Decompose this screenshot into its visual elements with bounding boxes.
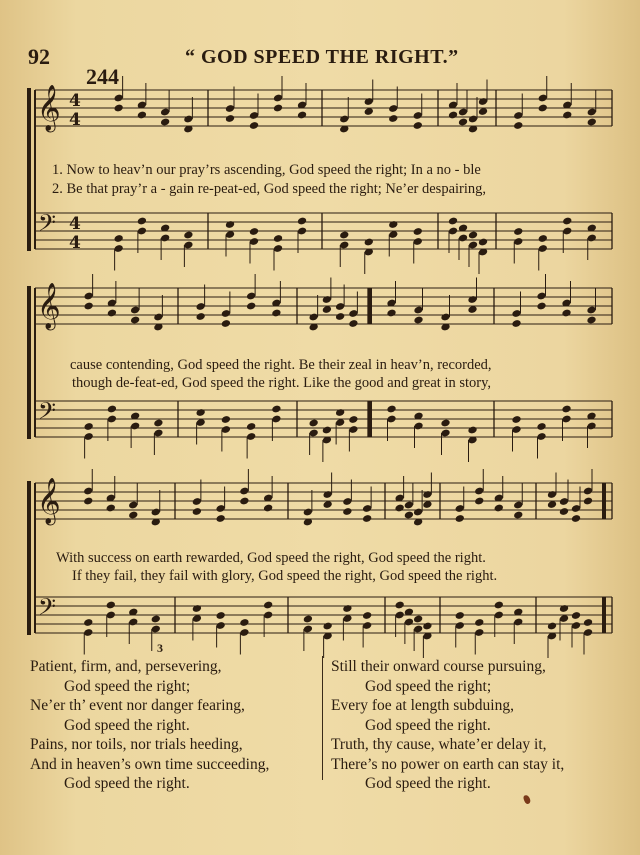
note-head <box>362 514 372 523</box>
note-head <box>394 504 404 513</box>
note-head <box>458 118 468 127</box>
note-head <box>478 238 488 247</box>
page-number: 92 <box>28 44 50 69</box>
note-head <box>413 227 423 236</box>
note-head <box>559 507 569 516</box>
note-head <box>364 238 374 247</box>
note-head <box>474 618 484 627</box>
note-head <box>246 302 256 311</box>
note-head <box>448 111 458 120</box>
note-head <box>562 111 572 120</box>
verse-right-line: God speed the right. <box>365 716 491 734</box>
note-head <box>271 309 281 318</box>
note-head <box>571 611 581 620</box>
hymn-number: 244 <box>86 64 119 89</box>
page-title: “ GOD SPEED THE RIGHT.” <box>185 46 459 68</box>
verse-right-line: God speed the right. <box>365 775 491 792</box>
repeat-bar <box>368 288 372 324</box>
lyric-verse1-system3: With success on earth rewarded, God speed the right, God speed the right. <box>56 550 486 566</box>
note-head <box>536 422 546 431</box>
verse-left-line: God speed the right; <box>64 677 191 695</box>
bass-clef: 𝄢 <box>38 593 57 626</box>
note-head <box>195 408 205 417</box>
note-head <box>386 405 396 414</box>
note-head <box>394 601 404 610</box>
note-head <box>192 604 202 613</box>
treble-clef: 𝄞 <box>37 478 61 524</box>
bass-clef: 𝄢 <box>38 397 57 430</box>
note-head <box>562 217 572 226</box>
note-head <box>215 514 225 523</box>
note-head <box>137 111 147 120</box>
note-head <box>538 104 548 113</box>
note-head <box>246 422 256 431</box>
verse-left-line: Pains, nor toils, nor trials heeding, <box>30 736 243 753</box>
note-head <box>513 121 523 130</box>
note-head <box>511 319 521 328</box>
note-head <box>455 611 465 620</box>
note-head <box>160 118 170 127</box>
note-head <box>404 511 414 520</box>
note-head <box>113 104 123 113</box>
note-head <box>422 622 432 631</box>
verse-divider <box>322 656 323 780</box>
note-head <box>107 309 117 318</box>
note-head <box>221 319 231 328</box>
note-head <box>494 504 504 513</box>
note-head <box>225 220 235 229</box>
note-head <box>130 316 140 325</box>
note-head <box>297 111 307 120</box>
note-head <box>571 514 581 523</box>
note-head <box>83 497 93 506</box>
note-head <box>106 601 116 610</box>
verse-left-column <box>30 657 269 794</box>
note-head <box>239 497 249 506</box>
note-head <box>151 615 161 624</box>
note-head <box>536 302 546 311</box>
note-head <box>271 405 281 414</box>
time-signature: 4 <box>69 91 81 111</box>
note-head <box>153 419 163 428</box>
note-head <box>128 511 138 520</box>
time-signature: 4 <box>69 214 81 234</box>
note-head <box>413 615 423 624</box>
lyric-verse1-system1: 1. Now to heav’n our pray’rs ascending, God speed the right; In a no - ble <box>52 162 481 178</box>
final-bar <box>602 483 606 519</box>
verse-left-line: And in heaven’s own time succeeding, <box>30 755 270 773</box>
note-head <box>303 615 313 624</box>
note-head <box>561 405 571 414</box>
note-head <box>273 234 283 243</box>
footnote-number: 3 <box>157 641 163 655</box>
note-head <box>583 618 593 627</box>
note-head <box>362 611 372 620</box>
note-head <box>339 231 349 240</box>
note-head <box>322 426 332 435</box>
note-head <box>388 114 398 123</box>
note-head <box>83 618 93 627</box>
lyric-verse1-system2: cause contending, God speed the right. Be their zeal in heav’n, recorded, <box>70 357 492 373</box>
note-head <box>538 234 548 243</box>
note-head <box>468 231 478 240</box>
verse-left-line: God speed the right. <box>64 716 190 734</box>
note-head <box>192 507 202 516</box>
note-head <box>183 231 193 240</box>
note-head <box>586 316 596 325</box>
note-head <box>348 415 358 424</box>
note-head <box>559 604 569 613</box>
note-head <box>547 622 557 631</box>
bass-clef: 𝄢 <box>38 209 57 242</box>
note-head <box>474 497 484 506</box>
note-head <box>561 309 571 318</box>
repeat-bar <box>368 401 372 437</box>
note-head <box>413 316 423 325</box>
note-head <box>342 507 352 516</box>
note-head <box>455 514 465 523</box>
treble-clef: 𝄞 <box>37 283 61 329</box>
time-signature: 4 <box>69 233 81 253</box>
system-brace <box>27 286 31 439</box>
lyric-verse2-system2: though de-feat-ed, God speed the right. Like the good and great in story, <box>72 375 492 391</box>
verse-right-line: Every foe at length subduing, <box>331 697 514 714</box>
note-head <box>195 312 205 321</box>
final-bar <box>602 597 606 633</box>
note-head <box>513 511 523 520</box>
note-head <box>239 618 249 627</box>
note-head <box>263 504 273 513</box>
note-head <box>263 601 273 610</box>
verse-right-column <box>331 657 564 794</box>
verse-right-line: There’s no power on earth can stay it, <box>331 755 565 773</box>
note-head <box>513 227 523 236</box>
note-head <box>583 497 593 506</box>
note-head <box>342 604 352 613</box>
note-head <box>249 121 259 130</box>
note-head <box>348 319 358 328</box>
time-signature: 4 <box>69 110 81 130</box>
note-head <box>225 114 235 123</box>
note-head <box>297 217 307 226</box>
note-head <box>106 504 116 513</box>
note-head <box>388 220 398 229</box>
treble-clef: 𝄞 <box>37 85 61 131</box>
verse-left-line: Patient, firm, and, persevering, <box>30 658 222 675</box>
note-head <box>335 312 345 321</box>
note-head <box>215 611 225 620</box>
note-head <box>413 121 423 130</box>
note-head <box>221 415 231 424</box>
note-head <box>83 422 93 431</box>
system-brace <box>27 88 31 251</box>
note-head <box>335 408 345 417</box>
note-head <box>273 104 283 113</box>
note-head <box>322 622 332 631</box>
note-head <box>83 302 93 311</box>
note-head <box>511 415 521 424</box>
verse-left-line: Ne’er th’ event nor danger fearing, <box>30 697 245 714</box>
note-head <box>113 234 123 243</box>
note-head <box>440 419 450 428</box>
note-head <box>448 217 458 226</box>
note-head <box>587 118 597 127</box>
lyric-verse2-system1: 2. Be that pray’r a - gain re-peat-ed, God speed the right; Ne’er despairing, <box>52 181 487 197</box>
note-head <box>386 309 396 318</box>
lyric-verse2-system3: If they fail, they fail with glory, God speed the right, God speed the right. <box>72 568 498 584</box>
verse-right-line: God speed the right; <box>365 677 492 695</box>
note-head <box>308 419 318 428</box>
verse-left-line: God speed the right. <box>64 775 190 792</box>
system-brace <box>27 481 31 635</box>
verse-right-line: Truth, thy cause, whate’er delay it, <box>331 736 547 753</box>
note-head <box>467 426 477 435</box>
note-head <box>494 601 504 610</box>
note-head <box>137 217 147 226</box>
verse-right-line: Still their onward course pursuing, <box>331 658 546 675</box>
note-head <box>249 227 259 236</box>
note-head <box>107 405 117 414</box>
